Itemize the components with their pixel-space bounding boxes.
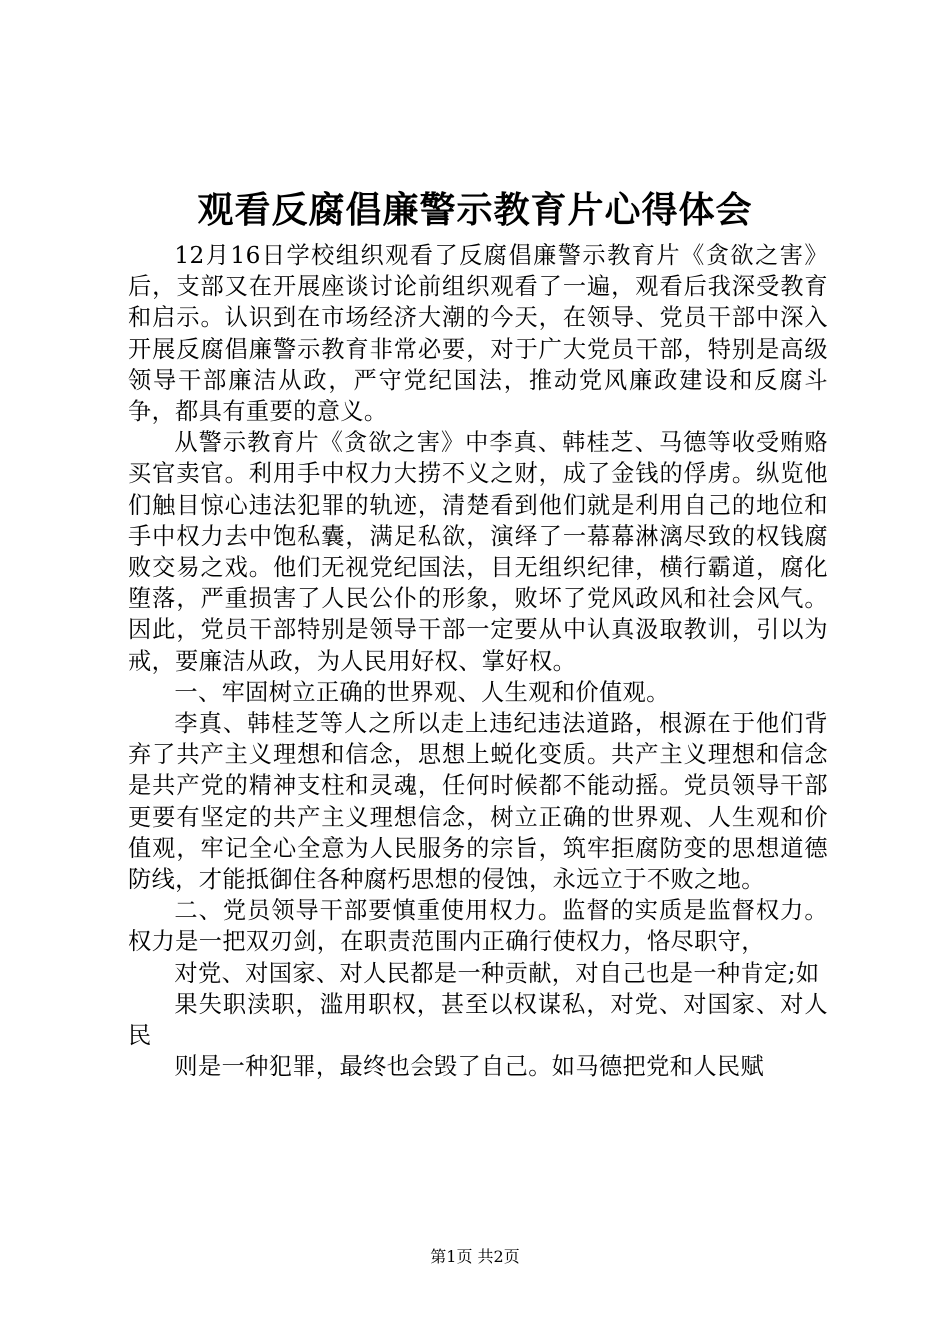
paragraph: 从警示教育片《贪欲之害》中李真、韩桂芝、马德等收受贿赂买官卖官。利用手中权力大捞不义之财，成了金钱的俘虏。纵览他们触目惊心违法犯罪的轨迹，清楚看到他们就是利用自己的地位和手中权力去中饱私囊，满足私欲，演绎了一幕幕淋漓尽致的权钱腐败交易之戏。他们无视党纪国法，目无组织纪律，横行霸道，腐化堕落，严重损害了人民公仆的形象，败坏了党风政风和社会风气。因此，党员干部特别是领导干部一定要从中认真汲取教训，引以为戒，要廉洁从政，为人民用好权、掌好权。	[128, 429, 828, 675]
paragraph: 12月16日学校组织观看了反腐倡廉警示教育片《贪欲之害》后，支部又在开展座谈讨论前组织观看了一遍，观看后我深受教育和启示。认识到在市场经济大潮的今天，在领导、党员干部中深入开展反腐倡廉警示教育非常必要，对于广大党员干部，特别是高级领导干部廉洁从政，严守党纪国法，推动党风廉政建设和反腐斗争，都具有重要的意义。	[128, 242, 828, 426]
document-title: 观看反腐倡廉警示教育片心得体会	[197, 189, 753, 231]
page-number: 第1页 共2页	[430, 1247, 520, 1266]
paragraph: 则是一种犯罪，最终也会毁了自己。如马德把党和人民赋	[174, 1053, 765, 1081]
paragraph: 二、党员领导干部要慎重使用权力。监督的实质是监督权力。权力是一把双刃剑，在职责范围内正确行使权力，恪尽职守，	[128, 897, 828, 956]
document-body	[128, 240, 828, 1082]
paragraph: 果失职渎职，滥用职权，甚至以权谋私，对党、对国家、对人民	[128, 990, 828, 1050]
paragraph: 李真、韩桂芝等人之所以走上违纪违法道路，根源在于他们背弃了共产主义理想和信念，思想上蜕化变质。共产主义理想和信念是共产党的精神支柱和灵魂，任何时候都不能动摇。党员领导干部更要有坚定的共产主义理想信念，树立正确的世界观、人生观和价值观，牢记全心全意为人民服务的宗旨，筑牢拒腐防变的思想道德防线，才能抵御住各种腐朽思想的侵蚀，永远立于不败之地。	[128, 710, 828, 894]
section-heading: 一、牢固树立正确的世界观、人生观和价值观。	[174, 678, 670, 706]
page-footer	[0, 1247, 950, 1267]
paragraph: 对党、对国家、对人民都是一种贡献，对自己也是一种肯定;如	[174, 959, 820, 987]
